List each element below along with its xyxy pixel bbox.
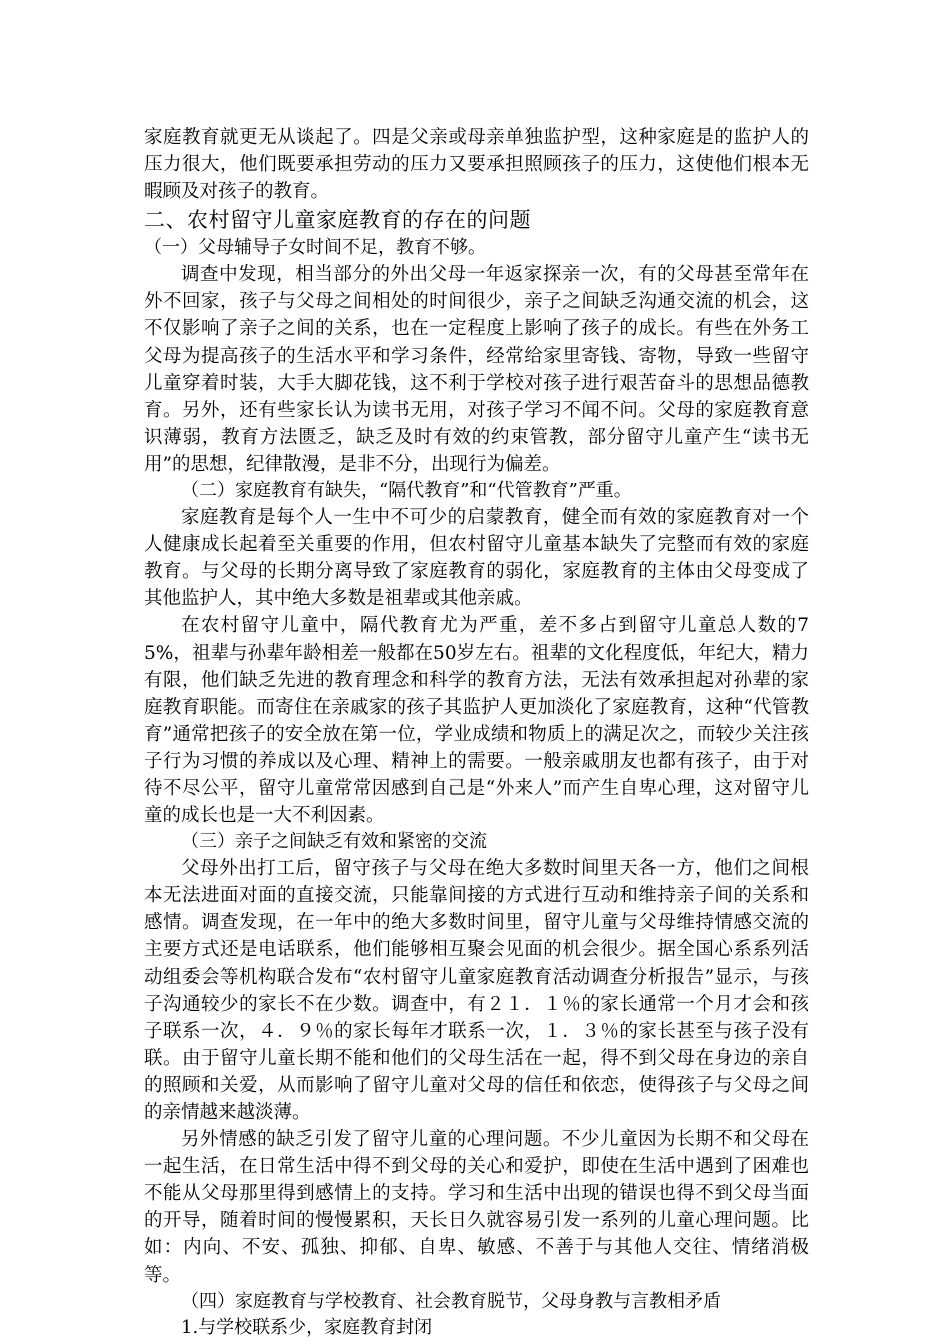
document-page [144, 124, 809, 1341]
body-paragraph: 在农村留守儿童中，隔代教育尤为严重，差不多占到留守儿童总人数的75%，祖辈与孙辈年龄相差一般都在50岁左右。祖辈的文化程度低，年纪大，精力有限，他们缺乏先进的教育理念和科学的教育方法，无法有效承担起对孙辈的家庭教育职能。而寄住在亲戚家的孩子其监护人更加淡化了家庭教育，这种“代管教育”通常把孩子的安全放在第一位，学业成绩和物质上的满足次之，而较少关注孩子行为习惯的养成以及心理、精神上的需要。一般亲戚朋友也都有孩子，由于对待不尽公平，留守儿童常常因感到自己是“外来人”而产生自卑心理，这对留守儿童的成长也是一大不利因素。 [144, 615, 809, 827]
subsection-heading-3: （三）亲子之间缺乏有效和紧密的交流 [181, 831, 487, 853]
numbered-item: 1.与学校联系少，家庭教育封闭 [181, 1316, 433, 1338]
body-paragraph: 家庭教育是每个人一生中不可少的启蒙教育，健全而有效的家庭教育对一个人健康成长起着至关重要的作用，但农村留守儿童基本缺失了完整而有效的家庭教育。与父母的长期分离导致了家庭教育的弱化，家庭教育的主体由父母变成了其他监护人，其中绝大多数是祖辈或其他亲戚。 [144, 507, 809, 610]
body-paragraph: 另外情感的缺乏引发了留守儿童的心理问题。不少儿童因为长期不和父母在一起生活，在日常生活中得不到父母的关心和爱护，即使在生活中遇到了困难也不能从父母那里得到感情上的支持。学习和生活中出现的错误也得不到父母当面的开导，随着时间的慢慢累积，天长日久就容易引发一系列的儿童心理问题。比如：内向、不安、孤独、抑郁、自卑、敏感、不善于与其他人交往、情绪消极等。 [144, 1129, 809, 1286]
subsection-heading-4: （四）家庭教育与学校教育、社会教育脱节，父母身教与言教相矛盾 [181, 1290, 721, 1312]
body-paragraph: 父母外出打工后，留守孩子与父母在绝大多数时间里天各一方，他们之间根本无法进面对面的直接交流，只能靠间接的方式进行互动和维持亲子间的关系和感情。调查发现，在一年中的绝大多数时间里，留守儿童与父母维持情感交流的主要方式还是电话联系，他们能够相互聚会见面的机会很少。据全国心系系列活动组委会等机构联合发布“农村留守儿童家庭教育活动调查分析报告”显示，与孩子沟通较少的家长不在少数。调查中，有２１．１％的家长通常一个月才会和孩子联系一次，４．９％的家长每年才联系一次，１．３％的家长甚至与孩子没有联。由于留守儿童长期不能和他们的父母生活在一起，得不到父母在身边的亲自的照顾和关爱，从而影响了留守儿童对父母的信任和依恋，使得孩子与父母之间的亲情越来越淡薄。 [144, 858, 809, 1123]
subsection-heading-2: （二）家庭教育有缺失，“隔代教育”和“代管教育”严重。 [181, 480, 632, 502]
subsection-heading-1: （一）父母辅导子女时间不足，教育不够。 [144, 237, 486, 259]
intro-paragraph: 家庭教育就更无从谈起了。四是父亲或母亲单独监护型，这种家庭是的监护人的压力很大，他们既要承担劳动的压力又要承担照顾孩子的压力，这使他们根本无暇顾及对孩子的教育。 [144, 127, 809, 203]
body-paragraph: 调查中发现，相当部分的外出父母一年返家探亲一次，有的父母甚至常年在外不回家，孩子与父母之间相处的时间很少，亲子之间缺乏沟通交流的机会，这不仅影响了亲子之间的关系，也在一定程度上影响了孩子的成长。有些在外务工父母为提高孩子的生活水平和学习条件，经常给家里寄钱、寄物，导致一些留守儿童穿着时装，大手大脚花钱，这不利于学校对孩子进行艰苦奋斗的思想品德教育。另外，还有些家长认为读书无用，对孩子学习不闻不问。父母的家庭教育意识薄弱，教育方法匮乏，缺乏及时有效的约束管教，部分留守儿童产生“读书无用”的思想，纪律散漫，是非不分，出现行为偏差。 [144, 264, 809, 475]
section-heading: 二、农村留守儿童家庭教育的存在的问题 [144, 208, 531, 233]
